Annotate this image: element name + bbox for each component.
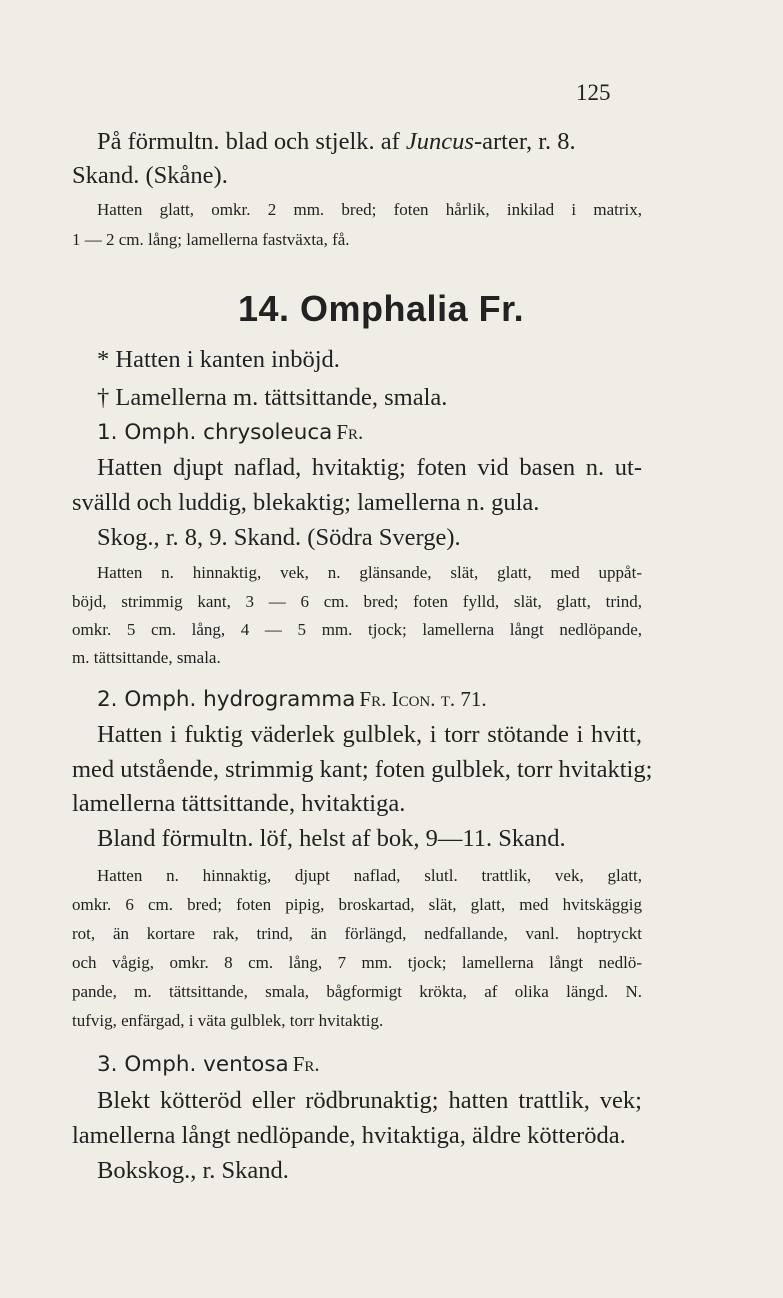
species-1-line-1: Hatten djupt naflad, hvitaktig; foten vid basen n. ut- bbox=[97, 454, 642, 481]
species-3-author: Fr. bbox=[292, 1052, 320, 1076]
species-2-small-1: Hatten n. hinnaktig, djupt naflad, slutl. trattlik, vek, glatt, bbox=[97, 866, 642, 885]
species-1-title: 1. Omph. chrysoleuca bbox=[97, 420, 333, 445]
species-2-small-5: pande, m. tättsittande, smala, bågformigt krökta, af olika längd. N. bbox=[72, 982, 642, 1001]
species-1-small-4: m. tättsittande, smala. bbox=[72, 648, 221, 667]
species-3-line-1: Blekt kötteröd eller rödbrunaktig; hatten trattlik, vek; bbox=[97, 1087, 642, 1114]
genus-name: Juncus bbox=[405, 128, 474, 155]
species-2-small-2: omkr. 6 cm. bred; foten pipig, broskartad, slät, glatt, med hvitskäggig bbox=[72, 895, 642, 914]
species-1-heading bbox=[97, 420, 363, 445]
species-1-line-2: svälld och luddig, blekaktig; lamellerna n. gula. bbox=[72, 489, 540, 516]
species-1-author: Fr. bbox=[336, 420, 364, 444]
intro-small-1: Hatten glatt, omkr. 2 mm. bred; foten hårlik, inkilad i matrix, bbox=[97, 200, 642, 219]
species-2-line-2: med utstående, strimmig kant; foten gulblek, torr hvitaktig; bbox=[72, 756, 653, 783]
species-3-line-3: Bokskog., r. Skand. bbox=[97, 1157, 289, 1184]
intro-text: På förmultn. blad och stjelk. af bbox=[97, 128, 406, 155]
genus-heading: 14. Omphalia Fr. bbox=[238, 288, 525, 329]
key-line-1: * Hatten i kanten inböjd. bbox=[97, 346, 340, 373]
intro-line-1 bbox=[97, 128, 642, 156]
species-3-title: 3. Omph. ventosa bbox=[97, 1052, 289, 1077]
species-1-line-3: Skog., r. 8, 9. Skand. (Södra Sverge). bbox=[97, 524, 461, 551]
species-1-small-1: Hatten n. hinnaktig, vek, n. glänsande, slät, glatt, med uppåt- bbox=[97, 563, 642, 582]
intro-line-2: Skand. (Skåne). bbox=[72, 162, 228, 189]
species-3-heading bbox=[97, 1052, 320, 1077]
species-3-line-2: lamellerna långt nedlöpande, hvitaktiga, äldre kötteröda. bbox=[72, 1122, 626, 1149]
species-2-line-3: lamellerna tättsittande, hvitaktiga. bbox=[72, 790, 406, 817]
intro-small-2: 1 — 2 cm. lång; lamellerna fastväxta, få. bbox=[72, 230, 350, 249]
species-2-small-6: tufvig, enfärgad, i väta gulblek, torr hvitaktig. bbox=[72, 1011, 384, 1030]
key-line-2: † Lamellerna m. tättsittande, smala. bbox=[97, 384, 448, 411]
species-2-title: 2. Omph. hydrogramma bbox=[97, 687, 356, 712]
intro-text-cont: -arter, r. 8. bbox=[473, 128, 576, 155]
species-1-small-2: böjd, strimmig kant, 3 — 6 cm. bred; foten fylld, slät, glatt, trind, bbox=[72, 592, 642, 611]
species-2-author: Fr. Icon. t. 71. bbox=[359, 687, 487, 711]
species-2-small-3: rot, än kortare rak, trind, än förlängd, nedfallande, vanl. hoptryckt bbox=[72, 924, 642, 943]
species-2-line-4: Bland förmultn. löf, helst af bok, 9—11. Skand. bbox=[97, 825, 566, 852]
page-number: 125 bbox=[576, 80, 611, 105]
species-1-small-3: omkr. 5 cm. lång, 4 — 5 mm. tjock; lamellerna långt nedlöpande, bbox=[72, 620, 642, 639]
species-2-line-1: Hatten i fuktig väderlek gulblek, i torr stötande i hvitt, bbox=[97, 721, 642, 748]
species-2-heading bbox=[97, 687, 487, 712]
species-2-small-4: och vågig, omkr. 8 cm. lång, 7 mm. tjock; lamellerna långt nedlö- bbox=[72, 953, 642, 972]
